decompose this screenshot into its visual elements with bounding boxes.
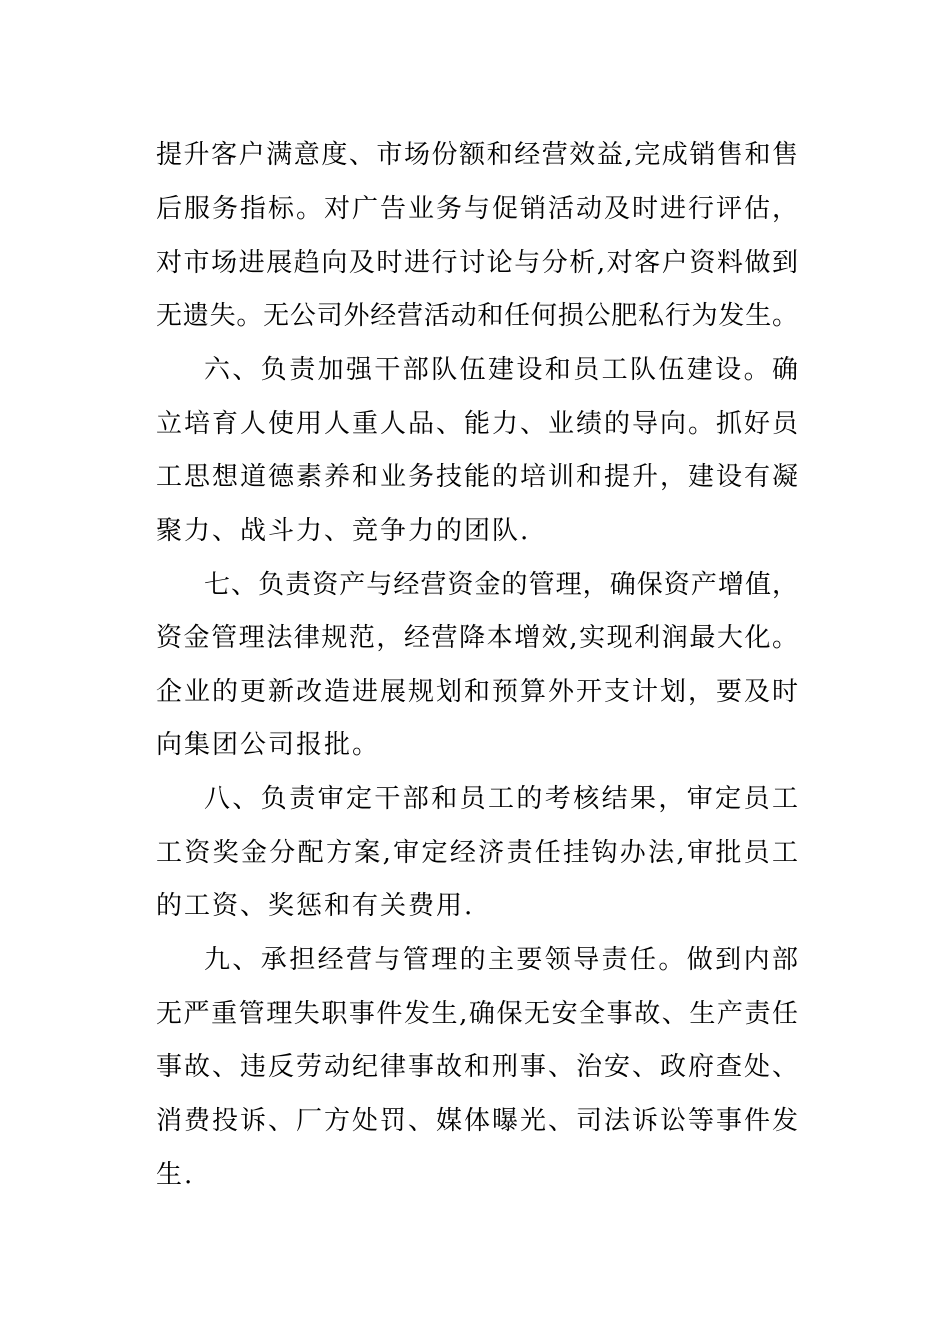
text-line: 提升客户满意度、市场份额和经营效益,完成销售和售 <box>156 140 798 170</box>
paragraph-seven-first-line: 七、负责资产与经营资金的管理，确保资产增值， <box>204 570 798 600</box>
text-line: 事故、违反劳动纪律事故和刑事、治安、政府查处、 <box>156 1052 798 1082</box>
text-line: 无严重管理失职事件发生,确保无安全事故、生产责任 <box>156 999 798 1029</box>
text-line: 聚力、战斗力、竞争力的团队. <box>156 516 531 546</box>
text-line: 消费投诉、厂方处罚、媒体曝光、司法诉讼等事件发 <box>156 1106 798 1136</box>
paragraph-six-first-line: 六、负责加强干部队伍建设和员工队伍建设。确 <box>204 355 798 385</box>
text-line: 工资奖金分配方案,审定经济责任挂钩办法,审批员工 <box>156 838 798 868</box>
text-line: 资金管理法律规范，经营降本增效,实现利润最大化。 <box>156 623 798 653</box>
text-line: 对市场进展趋向及时进行讨论与分析,对客户资料做到 <box>156 248 798 278</box>
paragraph-nine-first-line: 九、承担经营与管理的主要领导责任。做到内部 <box>204 945 798 975</box>
text-line: 无遗失。无公司外经营活动和任何损公肥私行为发生。 <box>156 301 798 331</box>
text-line: 生. <box>156 1160 195 1190</box>
paragraph-eight-first-line: 八、负责审定干部和员工的考核结果，审定员工 <box>204 784 798 814</box>
text-line: 向集团公司报批。 <box>156 730 381 760</box>
text-line: 工思想道德素养和业务技能的培训和提升，建设有凝 <box>156 462 798 492</box>
text-line: 立培育人使用人重人品、能力、业绩的导向。抓好员 <box>156 409 798 439</box>
text-line: 企业的更新改造进展规划和预算外开支计划，要及时 <box>156 677 798 707</box>
text-line: 后服务指标。对广告业务与促销活动及时进行评估， <box>156 194 798 224</box>
text-line: 的工资、奖惩和有关费用. <box>156 891 475 921</box>
